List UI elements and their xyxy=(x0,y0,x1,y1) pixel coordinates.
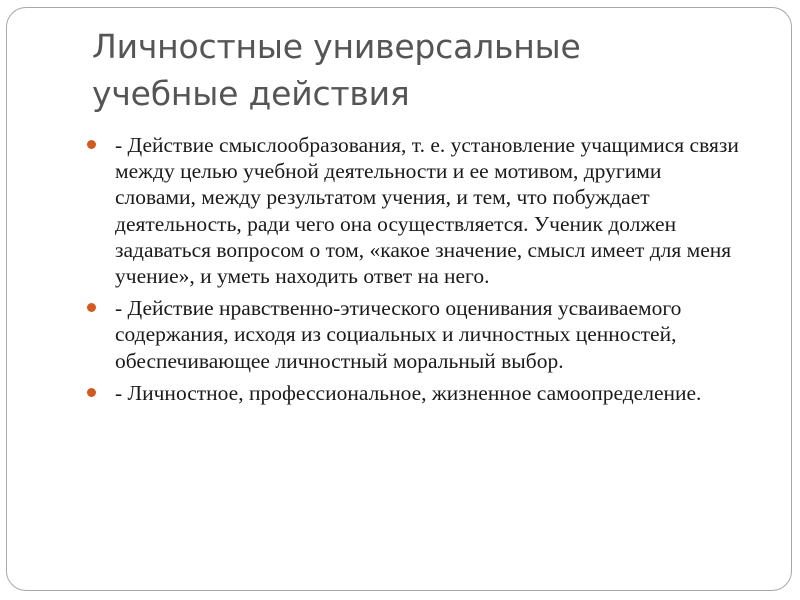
bullet-item-1 xyxy=(87,132,747,289)
slide-title-line-1: Личностные универсальные xyxy=(92,27,581,66)
slide-title xyxy=(92,23,732,117)
bullet-dot-icon xyxy=(87,303,96,312)
bullet-dot-icon xyxy=(87,388,96,397)
bullet-text-2: - Действие нравственно-этического оценивания усваиваемого содержания, исходя из социальных и личностных ценностей, обеспечивающее личностный моральный выбор. xyxy=(115,296,682,373)
bullet-dot-icon xyxy=(87,140,96,149)
bullet-text-3: - Личностное, профессиональное, жизненное самоопределение. xyxy=(115,380,702,405)
bullet-item-3 xyxy=(87,380,747,406)
bullet-list xyxy=(87,132,747,412)
slide-title-line-2: учебные действия xyxy=(92,74,410,113)
bullet-text-1: - Действие смыслообразования, т. е. установление учащимися связи между целью учебной деятельности и ее мотивом, другими словами, между результатом учения, и тем, что побуждает деятельность, ради чего она осуществляется. Ученик должен задаваться вопросом о том, «какое значение, смысл имеет для меня учение», и уметь находить ответ на него. xyxy=(115,133,739,289)
bullet-item-2 xyxy=(87,295,747,374)
